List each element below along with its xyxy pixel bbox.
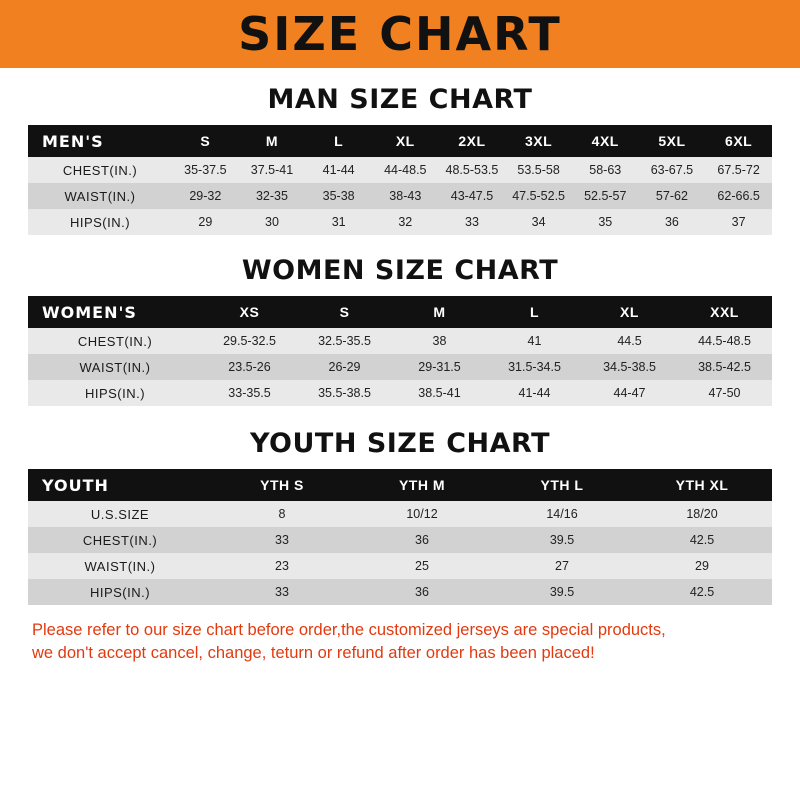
table-cell: 29	[198, 215, 213, 229]
content-area	[0, 68, 800, 800]
women-hips-label: HIPS(IN.)	[84, 385, 146, 401]
women-size-table	[28, 296, 772, 406]
table-cell: 42.5	[689, 585, 715, 599]
women-table-body	[28, 328, 772, 406]
man-col-m: M	[265, 133, 279, 149]
table-cell: 35	[598, 215, 613, 229]
table-cell: 29	[695, 559, 709, 573]
table-header-row	[28, 469, 772, 501]
table-cell: 41	[527, 334, 542, 348]
table-cell: 10/12	[406, 507, 438, 521]
table-cell: 43-47.5	[450, 189, 494, 203]
youth-ussize-label: U.S.SIZE	[90, 506, 150, 522]
man-size-table	[28, 125, 772, 235]
table-row	[28, 527, 772, 553]
table-cell: 38.5-41	[418, 386, 461, 400]
women-col-m: M	[433, 304, 446, 320]
man-chest-label: CHEST(IN.)	[62, 162, 138, 178]
table-cell: 35.5-38.5	[318, 386, 371, 400]
table-row	[28, 354, 772, 380]
man-table-body	[28, 157, 772, 235]
table-row	[28, 209, 772, 235]
women-table-header	[28, 296, 772, 328]
table-cell: 39.5	[549, 533, 575, 547]
table-cell: 33	[275, 533, 289, 547]
table-cell: 32-35	[255, 189, 288, 203]
table-cell: 34.5-38.5	[603, 360, 656, 374]
women-chest-label: CHEST(IN.)	[77, 333, 153, 349]
table-row	[28, 157, 772, 183]
table-cell: 38-43	[389, 189, 422, 203]
table-cell: 23	[275, 559, 289, 573]
table-cell: 53.5-58	[517, 163, 560, 177]
women-col-s: S	[339, 304, 350, 320]
table-cell: 39.5	[549, 585, 575, 599]
youth-hips-label: HIPS(IN.)	[89, 584, 151, 600]
women-col-xxl: XXL	[710, 304, 739, 320]
table-cell: 42.5	[689, 533, 715, 547]
table-cell: 58-63	[589, 163, 622, 177]
table-row	[28, 501, 772, 527]
women-col-xs: XS	[239, 304, 260, 320]
women-col-xl: XL	[620, 304, 639, 320]
table-cell: 8	[278, 507, 286, 521]
table-cell: 38.5-42.5	[698, 360, 751, 374]
table-cell: 47-50	[708, 386, 741, 400]
table-cell: 44.5-48.5	[698, 334, 751, 348]
table-cell: 26-29	[328, 360, 361, 374]
man-hips-label: HIPS(IN.)	[69, 214, 131, 230]
table-cell: 36	[415, 585, 429, 599]
youth-waist-label: WAIST(IN.)	[84, 558, 156, 574]
man-col-6xl: 6XL	[725, 133, 753, 149]
page-title: SIZE CHART	[238, 7, 562, 61]
man-col-3xl: 3XL	[525, 133, 553, 149]
table-header-row	[28, 296, 772, 328]
youth-section-title: YOUTH SIZE CHART	[249, 428, 551, 459]
man-col-s: S	[200, 133, 211, 149]
women-waist-label: WAIST(IN.)	[79, 359, 151, 375]
table-cell: 37.5-41	[250, 163, 294, 177]
table-row	[28, 183, 772, 209]
table-cell: 41-44	[322, 163, 355, 177]
table-cell: 37	[731, 215, 746, 229]
table-cell: 29.5-32.5	[223, 334, 276, 348]
youth-col-xl: YTH XL	[675, 477, 729, 493]
table-cell: 33	[275, 585, 289, 599]
women-section-title: WOMEN SIZE CHART	[241, 255, 559, 286]
table-cell: 27	[555, 559, 569, 573]
youth-col-l: YTH L	[540, 477, 584, 493]
table-row	[28, 328, 772, 354]
women-col-l: L	[529, 304, 540, 320]
man-col-xl: XL	[395, 133, 415, 149]
table-cell: 25	[415, 559, 429, 573]
youth-table-body	[28, 501, 772, 605]
table-cell: 67.5-72	[717, 163, 760, 177]
table-cell: 23.5-26	[228, 360, 271, 374]
table-cell: 35-37.5	[184, 163, 227, 177]
table-cell: 29-31.5	[418, 360, 461, 374]
man-col-4xl: 4XL	[591, 133, 619, 149]
table-cell: 48.5-53.5	[445, 163, 499, 177]
table-cell: 32.5-35.5	[318, 334, 371, 348]
man-col-l: L	[334, 133, 344, 149]
man-table-header	[28, 125, 772, 157]
table-row	[28, 553, 772, 579]
table-cell: 57-62	[655, 189, 688, 203]
table-cell: 52.5-57	[584, 189, 627, 203]
table-cell: 34	[531, 215, 546, 229]
table-cell: 32	[398, 215, 413, 229]
table-cell: 36	[664, 215, 679, 229]
youth-row-header-label: YOUTH	[42, 475, 109, 495]
note-line-1: Please refer to our size chart before order,the customized jerseys are special products,	[32, 621, 666, 639]
women-row-header-label: WOMEN'S	[42, 302, 137, 322]
table-cell: 44-47	[613, 386, 646, 400]
table-cell: 30	[265, 215, 279, 229]
table-header-row	[28, 125, 772, 157]
table-cell: 31	[331, 215, 346, 229]
table-row	[28, 380, 772, 406]
youth-size-table	[28, 469, 772, 605]
table-cell: 14/16	[546, 507, 578, 521]
table-cell: 18/20	[686, 507, 718, 521]
table-cell: 33	[465, 215, 479, 229]
table-cell: 29-32	[189, 189, 222, 203]
youth-col-m: YTH M	[398, 477, 446, 493]
table-cell: 44.5	[617, 334, 642, 348]
man-row-header-label: MEN'S	[42, 131, 104, 151]
note-line-2: we don't accept cancel, change, teturn or refund after order has been placed!	[32, 644, 595, 663]
youth-table-header	[28, 469, 772, 501]
table-cell: 41-44	[518, 386, 551, 400]
table-cell: 33-35.5	[228, 386, 271, 400]
table-cell: 62-66.5	[717, 189, 760, 203]
table-cell: 47.5-52.5	[512, 189, 566, 203]
man-col-2xl: 2XL	[458, 133, 486, 149]
man-col-5xl: 5XL	[658, 133, 686, 149]
youth-col-s: YTH S	[260, 477, 304, 493]
order-policy-note	[28, 619, 772, 666]
table-cell: 35-38	[322, 189, 355, 203]
header-banner	[0, 0, 800, 68]
table-cell: 44-48.5	[384, 163, 427, 177]
table-cell: 63-67.5	[650, 163, 694, 177]
table-cell: 38	[432, 334, 447, 348]
man-waist-label: WAIST(IN.)	[64, 188, 136, 204]
table-row	[28, 579, 772, 605]
table-cell: 36	[415, 533, 429, 547]
youth-chest-label: CHEST(IN.)	[82, 532, 158, 548]
table-cell: 31.5-34.5	[508, 360, 561, 374]
man-section-title: MAN SIZE CHART	[267, 84, 533, 115]
